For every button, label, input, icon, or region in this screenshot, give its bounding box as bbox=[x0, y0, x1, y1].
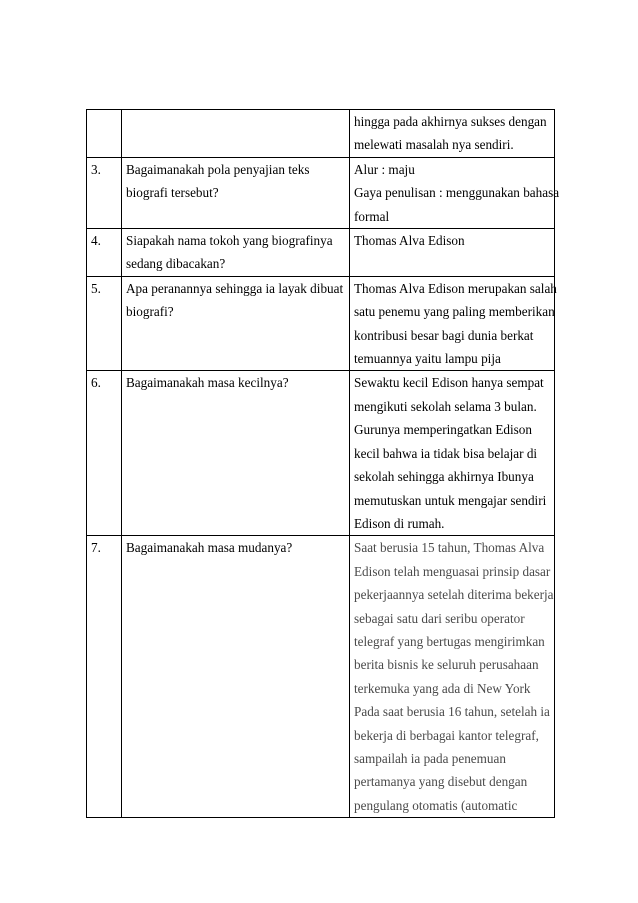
row-number: 5. bbox=[87, 276, 122, 371]
answer-line: kecil bahwa ia tidak bisa belajar di bbox=[354, 445, 538, 461]
answer-line: satu penemu yang paling memberikan bbox=[354, 304, 555, 320]
answer-cell bbox=[350, 157, 560, 228]
table-row bbox=[87, 110, 555, 158]
question-line: Bagaimanakah masa kecilnya? bbox=[126, 375, 289, 391]
table-row bbox=[87, 229, 555, 277]
answer-line: Sewaktu kecil Edison hanya sempat bbox=[354, 375, 544, 391]
row-number: 4. bbox=[87, 229, 122, 277]
question-line: biografi tersebut? bbox=[126, 185, 219, 201]
row-number: 3. bbox=[87, 157, 122, 228]
answer-line: memutuskan untuk mengajar sendiri bbox=[354, 492, 547, 508]
answer-line: Alur : maju bbox=[354, 161, 415, 177]
question-line: Bagaimanakah masa mudanya? bbox=[126, 540, 293, 556]
answer-line: Saat berusia 15 tahun, Thomas Alva bbox=[354, 540, 545, 556]
question-line: Bagaimanakah pola penyajian teks bbox=[126, 161, 310, 177]
answer-line: Thomas Alva Edison merupakan salah bbox=[354, 280, 557, 296]
answer-cell bbox=[350, 536, 555, 818]
answer-line: Edison telah menguasai prinsip dasar bbox=[354, 563, 551, 579]
answer-line: telegraf yang bertugas mengirimkan bbox=[354, 633, 545, 649]
answer-line: Thomas Alva Edison bbox=[354, 233, 465, 249]
row-number bbox=[87, 110, 122, 158]
question-line: biografi? bbox=[126, 304, 174, 320]
answer-line: Gaya penulisan : menggunakan bahasa bbox=[354, 185, 560, 201]
answer-line: Edison di rumah. bbox=[354, 515, 445, 531]
qa-table bbox=[86, 109, 560, 818]
answer-cell bbox=[350, 371, 555, 536]
answer-line: berita bisnis ke seluruh perusahaan bbox=[354, 657, 539, 673]
answer-line: hingga pada akhirnya sukses dengan bbox=[354, 114, 547, 129]
answer-cell bbox=[350, 110, 555, 158]
row-number: 6. bbox=[87, 371, 122, 536]
table-row bbox=[87, 276, 555, 371]
question-cell bbox=[122, 229, 350, 277]
answer-line: kontribusi besar bagi dunia berkat bbox=[354, 327, 534, 343]
answer-line: pengulang otomatis (automatic bbox=[354, 797, 518, 813]
answer-cell bbox=[350, 276, 555, 371]
answer-line: bekerja di berbagai kantor telegraf, bbox=[354, 727, 539, 743]
question-cell bbox=[122, 110, 350, 158]
question-line: sedang dibacakan? bbox=[126, 256, 226, 272]
answer-line: pekerjaannya setelah diterima bekerja bbox=[354, 587, 554, 603]
table-row bbox=[87, 371, 555, 536]
answer-line: mengikuti sekolah selama 3 bulan. bbox=[354, 398, 537, 414]
question-cell bbox=[122, 371, 350, 536]
answer-cell bbox=[350, 229, 555, 277]
answer-line: sebagai satu dari seribu operator bbox=[354, 610, 525, 626]
answer-line: sekolah sehingga akhirnya Ibunya bbox=[354, 469, 534, 485]
question-line: Siapakah nama tokoh yang biografinya bbox=[126, 233, 333, 249]
answer-line: sampailah ia pada penemuan bbox=[354, 750, 506, 766]
row-number: 7. bbox=[87, 536, 122, 818]
question-cell bbox=[122, 536, 350, 818]
answer-line: Pada saat berusia 16 tahun, setelah ia bbox=[354, 704, 550, 720]
question-cell bbox=[122, 276, 350, 371]
question-line: Apa peranannya sehingga ia layak dibuat bbox=[126, 280, 344, 296]
table-row bbox=[87, 536, 555, 818]
answer-line: pertamanya yang disebut dengan bbox=[354, 774, 528, 790]
answer-line: Gurunya memperingatkan Edison bbox=[354, 422, 532, 438]
answer-line: melewati masalah nya sendiri. bbox=[354, 137, 514, 153]
table-row bbox=[87, 157, 555, 228]
question-cell bbox=[122, 157, 350, 228]
answer-line: formal bbox=[354, 208, 390, 224]
answer-line: terkemuka yang ada di New York bbox=[354, 680, 531, 696]
answer-line: temuannya yaitu lampu pija bbox=[354, 351, 501, 367]
